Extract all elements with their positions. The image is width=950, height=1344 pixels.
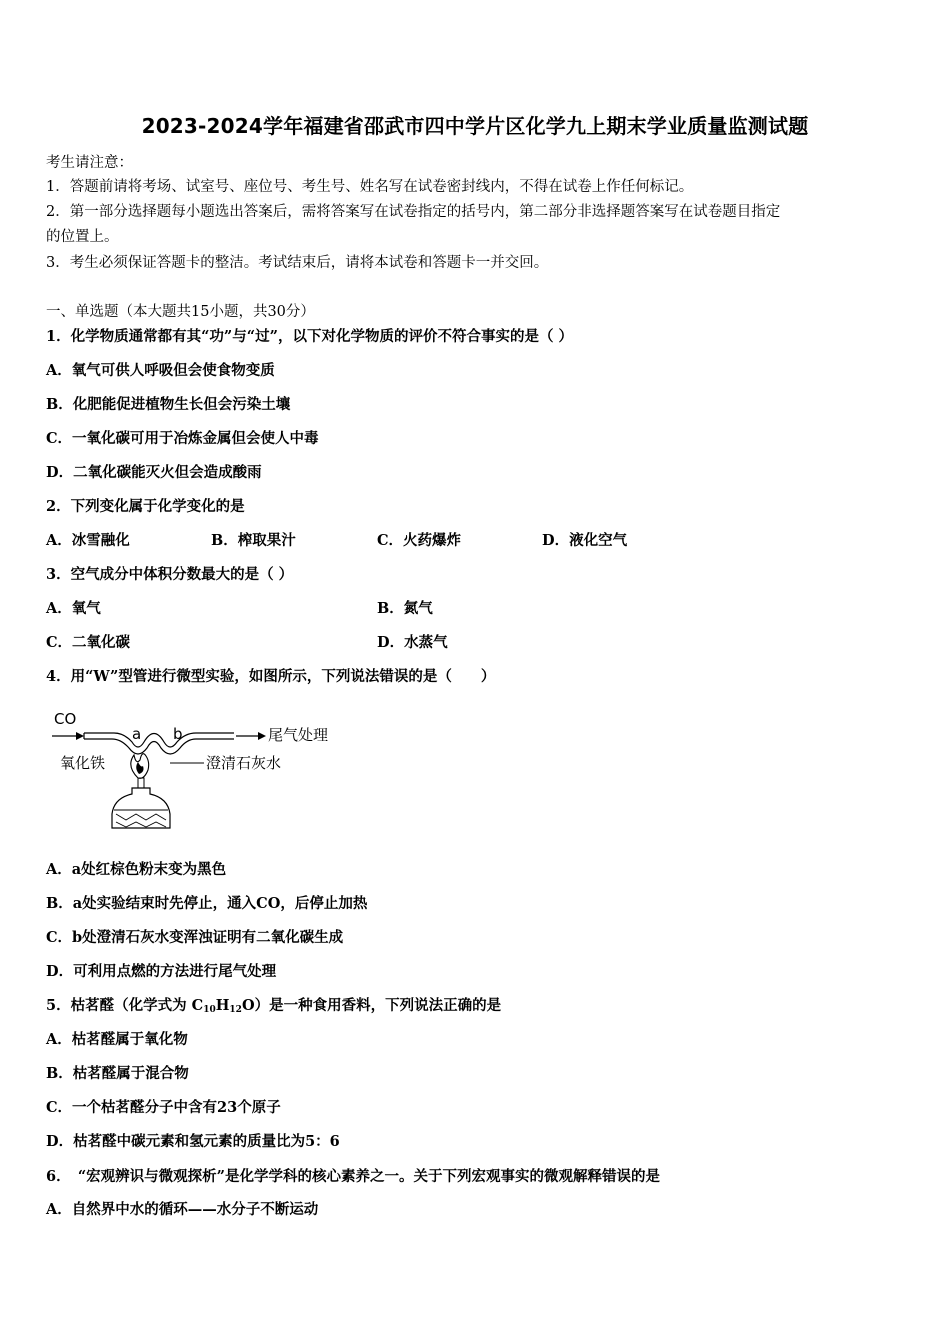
section-heading: 一、单选题（本大题共15小题，共30分） — [46, 304, 315, 320]
question-3-option-d: D．水蒸气 — [377, 634, 448, 651]
diagram-label-limewater: 澄清石灰水 — [206, 754, 282, 772]
question-3-option-b: B．氮气 — [377, 600, 433, 617]
outlet-arrow-head — [258, 732, 266, 740]
question-3-stem: 3．空气成分中体积分数最大的是（ ） — [46, 566, 294, 583]
question-1-stem: 1．化学物质通常都有其“功”与“过”，以下对化学物质的评价不符合事实的是（ ） — [46, 328, 573, 345]
question-4-option-d: D．可利用点燃的方法进行尾气处理 — [46, 963, 277, 980]
question-5-stem — [46, 996, 501, 1020]
question-5-option-b: B．枯茗醛属于混合物 — [46, 1065, 189, 1082]
question-5-option-a: A．枯茗醛属于氧化物 — [46, 1031, 188, 1048]
question-3-option-a: A．氧气 — [46, 600, 101, 617]
question-2-option-d: D．液化空气 — [542, 532, 628, 549]
diagram-label-tail-gas: 尾气处理 — [268, 726, 329, 744]
question-3-option-c: C．二氧化碳 — [46, 634, 131, 651]
alcohol-lamp-body — [112, 788, 170, 828]
question-4-option-a: A．a处红棕色粉末变为黑色 — [46, 861, 227, 878]
question-6-stem: 6． “宏观辨识与微观探析”是化学学科的核心素养之一。关于下列宏观事实的微观解释错误的是 — [46, 1168, 661, 1185]
formula-subscript-hydrogen: 12 — [229, 1005, 242, 1015]
question-5-stem-pre: 5．枯茗醛（化学式为 C — [46, 997, 204, 1014]
question-1-option-a: A．氧气可供人呼吸但会使食物变质 — [46, 362, 275, 379]
w-tube-lower-wall — [84, 739, 234, 754]
diagram-label-iron-oxide: 氧化铁 — [60, 754, 106, 772]
question-2-option-a: A．冰雪融化 — [46, 532, 130, 549]
question-2-option-c: C．火药爆炸 — [377, 532, 462, 549]
flame-core-icon — [136, 762, 143, 774]
notice-heading: 考生请注意： — [46, 155, 133, 171]
page-title: 2023-2024学年福建省邵武市四中学片区化学九上期末学业质量监测试题 — [141, 114, 809, 138]
notice-item-2: 2．第一部分选择题每小题选出答案后，需将答案写在试卷指定的括号内，第二部分非选择题答案写在试卷题目指定 — [46, 204, 781, 220]
question-4-stem: 4．用“W”型管进行微型实验，如图所示，下列说法错误的是（ ） — [46, 668, 496, 685]
question-1-option-d: D．二氧化碳能灭火但会造成酸雨 — [46, 464, 262, 481]
question-1-option-c: C．一氧化碳可用于冶炼金属但会使人中毒 — [46, 430, 319, 447]
question-2-stem: 2．下列变化属于化学变化的是 — [46, 498, 245, 515]
question-4-option-c: C．b处澄清石灰水变浑浊证明有二氧化碳生成 — [46, 929, 344, 946]
notice-item-3: 3．考生必须保证答题卡的整洁。考试结束后，请将本试卷和答题卡一并交回。 — [46, 255, 549, 271]
inlet-arrow-head — [76, 732, 84, 740]
diagram-label-co: CO — [54, 710, 77, 728]
diagram-label-b: b — [173, 725, 183, 743]
w-tube-apparatus-diagram — [46, 700, 356, 840]
diagram-label-a: a — [132, 725, 142, 743]
question-6-option-a: A．自然界中水的循环——水分子不断运动 — [46, 1201, 319, 1218]
question-2-option-b: B．榨取果汁 — [211, 532, 296, 549]
notice-item-1: 1．答题前请将考场、试室号、座位号、考生号、姓名写在试卷密封线内，不得在试卷上作任何标记。 — [46, 179, 694, 195]
question-5-stem-post: O）是一种食用香料，下列说法正确的是 — [241, 997, 502, 1014]
formula-subscript-carbon: 10 — [203, 1005, 216, 1015]
lamp-wick — [138, 778, 144, 788]
notice-item-2-cont: 的位置上。 — [46, 229, 119, 245]
question-5-option-d: D．枯茗醛中碳元素和氢元素的质量比为5：6 — [46, 1133, 340, 1150]
formula-h: H — [215, 997, 230, 1014]
question-1-option-b: B．化肥能促进植物生长但会污染土壤 — [46, 396, 291, 413]
question-5-option-c: C．一个枯茗醛分子中含有23个原子 — [46, 1099, 281, 1116]
question-4-option-b: B．a处实验结束时先停止，通入CO，后停止加热 — [46, 895, 368, 912]
